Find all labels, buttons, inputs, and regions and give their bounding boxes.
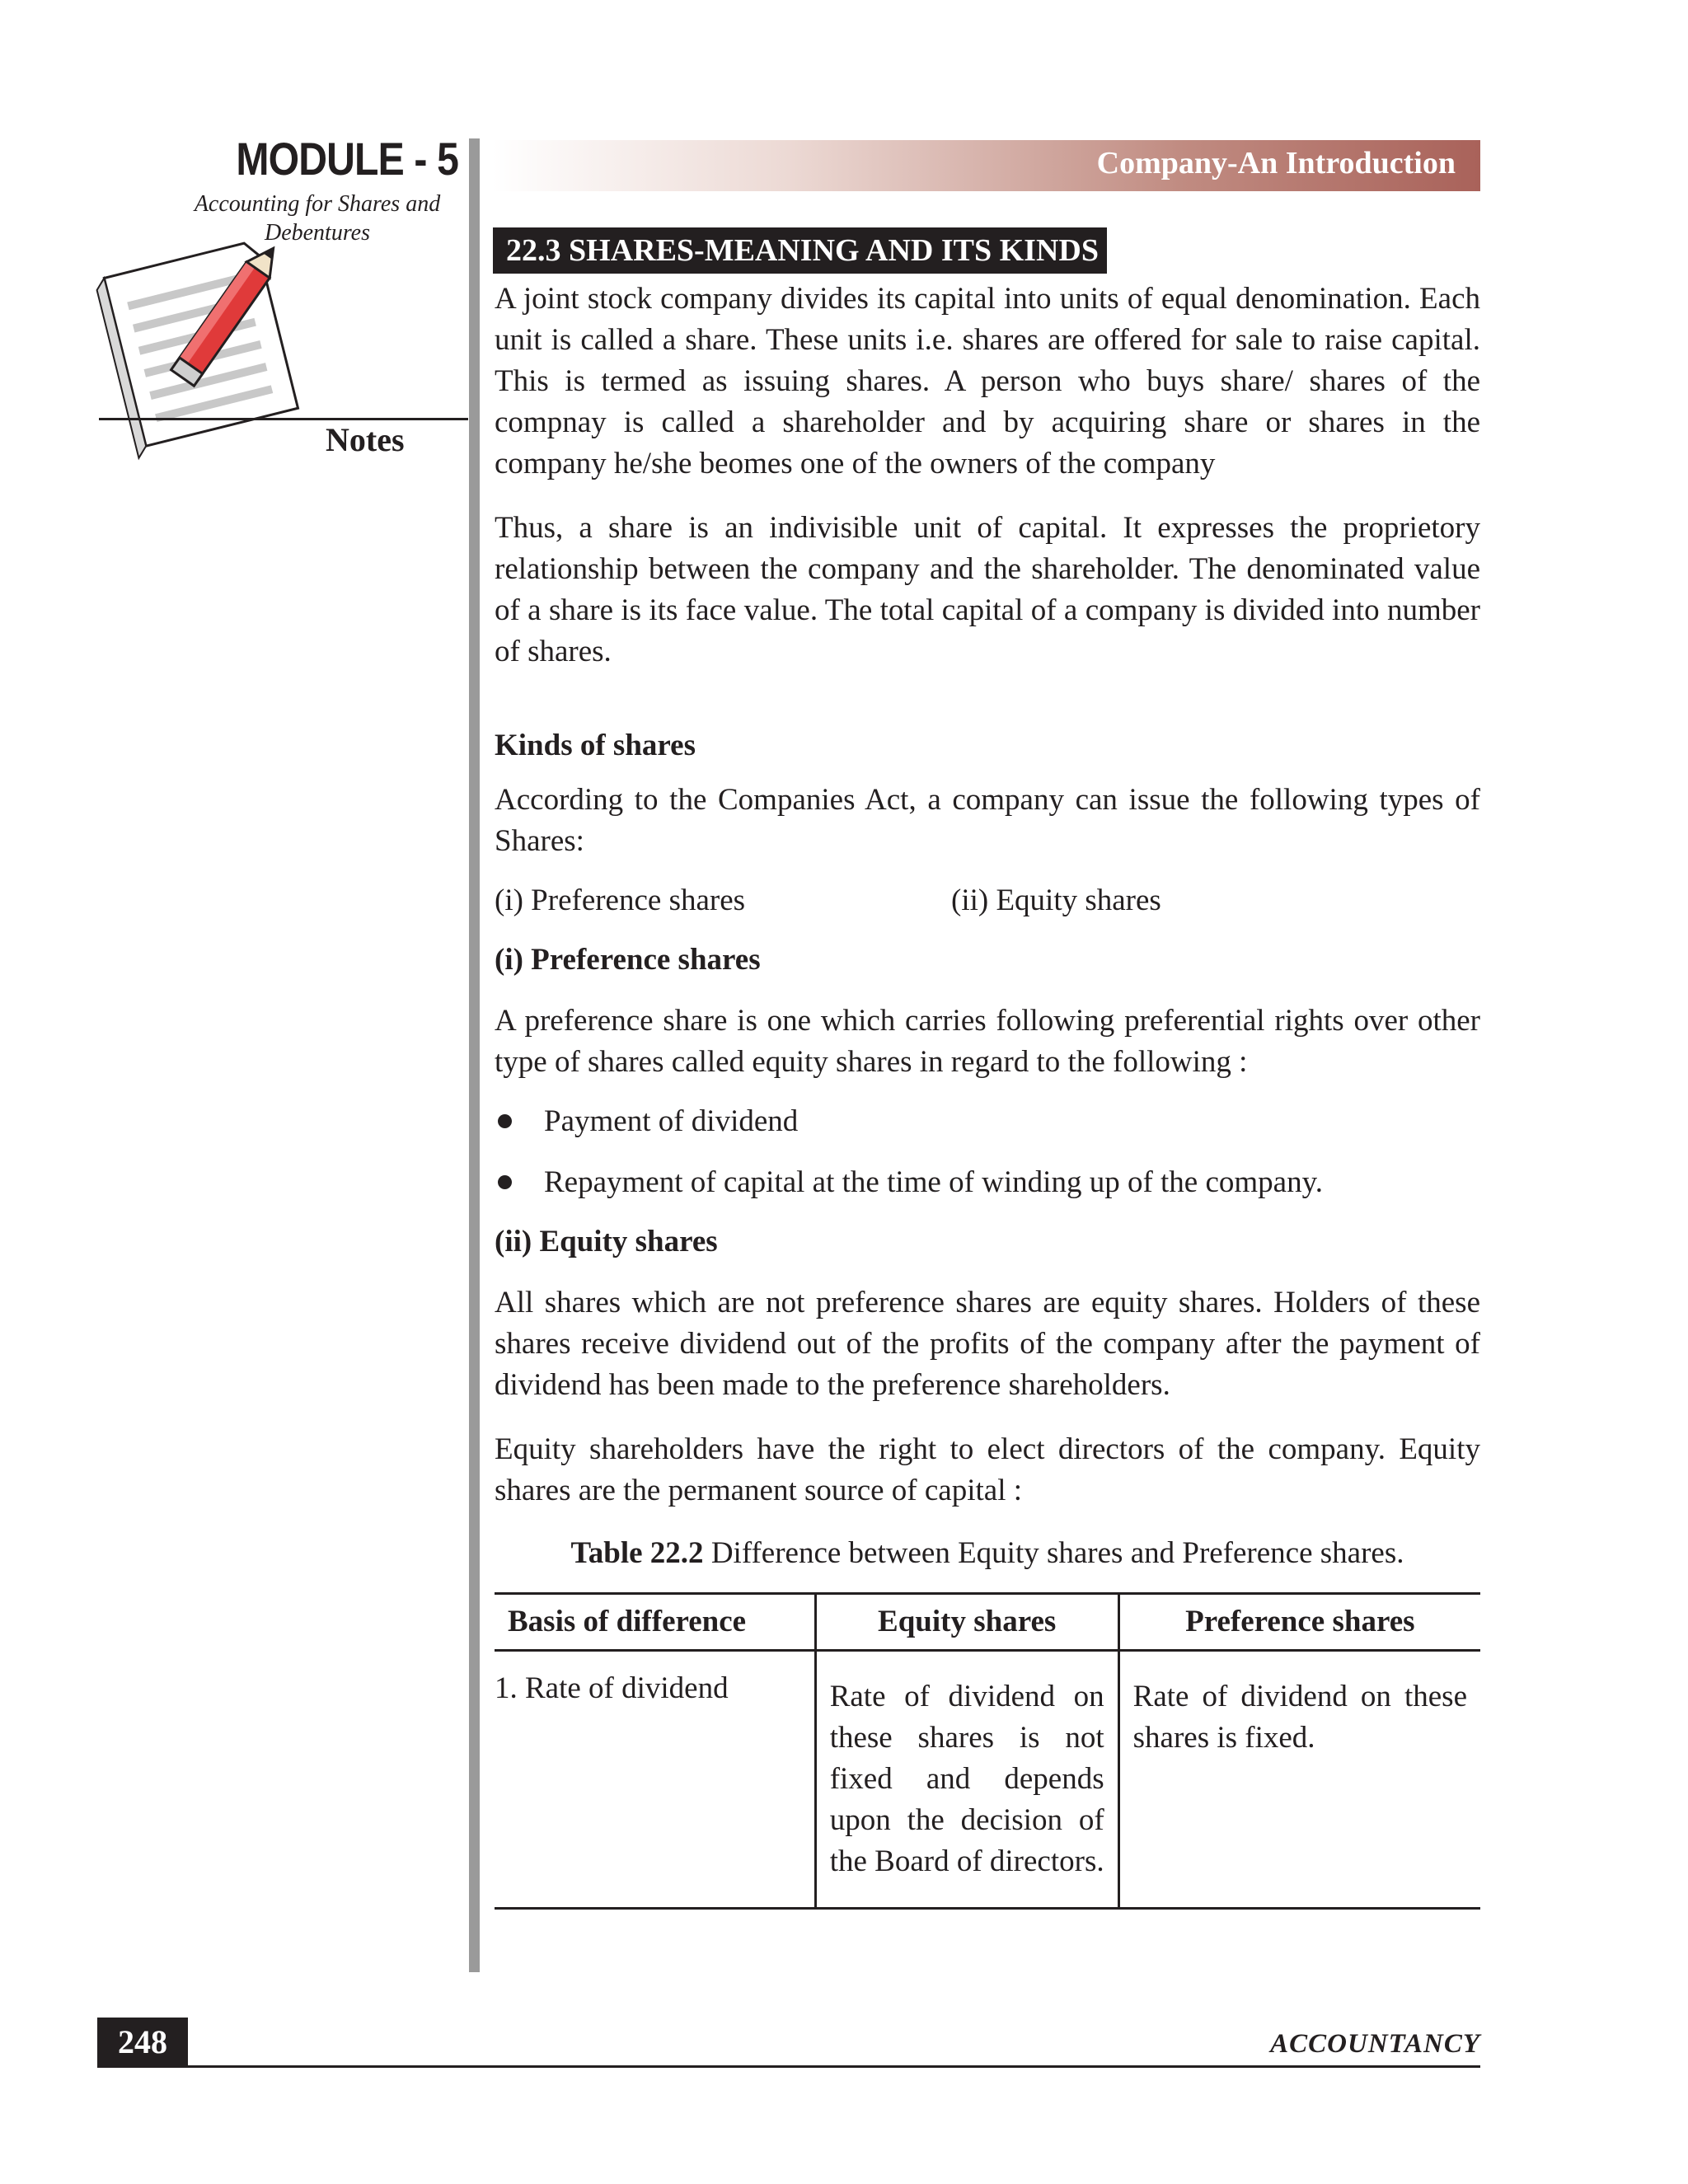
- list-item: [495, 1101, 1480, 1142]
- table-header-preference: Preference shares: [1118, 1594, 1480, 1651]
- table-cell-preference: Rate of dividend on these shares is fixed.: [1118, 1651, 1480, 1909]
- kinds-list: [495, 880, 1480, 921]
- bullet-icon: [498, 1175, 512, 1189]
- kinds-intro: According to the Companies Act, a company can issue the following types of Shares:: [495, 783, 1480, 858]
- equity-paragraph-1: All shares which are not preference shares are equity shares. Holders of these shares receive dividend out of the profits of the company after the payment of dividend has been made to the preference shareholders.: [495, 1286, 1480, 1402]
- table-row: [495, 1651, 1480, 1909]
- share-definition-paragraph: Thus, a share is an indivisible unit of capital. It expresses the proprietory relationship between the company and the shareholder. The denominated value of a share is its face value. The total capital of a company is divided into number of shares.: [495, 511, 1480, 668]
- notes-divider: [99, 418, 468, 420]
- table-header-equity: Equity shares: [815, 1594, 1118, 1651]
- margin-divider: [469, 138, 480, 1972]
- table-cell-basis: 1. Rate of dividend: [495, 1651, 815, 1909]
- module-title: MODULE - 5: [236, 133, 458, 185]
- kinds-heading: Kinds of shares: [495, 729, 696, 762]
- page-number: 248: [97, 2018, 188, 2067]
- equity-heading: (ii) Equity shares: [495, 1225, 718, 1258]
- table-header-basis: Basis of difference: [495, 1594, 815, 1651]
- notes-label: Notes: [326, 421, 405, 458]
- table-caption-label: Table 22.2: [570, 1536, 704, 1570]
- difference-table: [495, 1592, 1480, 1910]
- bullet-text: Repayment of capital at the time of winding up of the company.: [544, 1165, 1323, 1199]
- module-subtitle-line1: Accounting for Shares and: [194, 191, 441, 217]
- equity-paragraph-2: Equity shareholders have the right to elect directors of the company. Equity shares are the permanent source of capital :: [495, 1432, 1480, 1507]
- module-subtitle-line2: Debentures: [264, 220, 371, 246]
- main-content: [495, 227, 1480, 1910]
- bullet-text: Payment of dividend: [544, 1104, 799, 1138]
- section-heading: 22.3 SHARES-MEANING AND ITS KINDS: [493, 227, 1107, 274]
- kinds-item-equity: (ii) Equity shares: [951, 883, 1161, 917]
- list-item: [495, 1162, 1480, 1203]
- bullet-icon: [498, 1114, 512, 1128]
- intro-paragraph: A joint stock company divides its capital into units of equal denomination. Each unit is called a share. These units i.e. shares are offered for sale to raise capital. This is termed as issuing shares. A person who buys share/ shares of the compnay is called a shareholder and by acquiring share or shares in the company he/she beomes one of the owners of the company: [495, 282, 1480, 480]
- table-caption: [495, 1533, 1480, 1574]
- preference-paragraph: A preference share is one which carries following preferential rights over other type of shares called equity shares in regard to the following :: [495, 1004, 1480, 1079]
- chapter-title: Company-An Introduction: [1096, 146, 1456, 180]
- table-caption-text: Difference between Equity shares and Preference shares.: [703, 1536, 1404, 1570]
- footer-book-title: ACCOUNTANCY: [1270, 2029, 1480, 2059]
- table-header-row: [495, 1594, 1480, 1651]
- notes-pencil-icon: [91, 223, 330, 462]
- chapter-header-band: [493, 140, 1480, 191]
- table-cell-equity: Rate of dividend on these shares is not fixed and depends upon the decision of the Board of directors.: [815, 1651, 1118, 1909]
- preference-heading: (i) Preference shares: [495, 943, 761, 977]
- footer-divider: [97, 2065, 1480, 2068]
- kinds-item-preference: (i) Preference shares: [495, 883, 746, 917]
